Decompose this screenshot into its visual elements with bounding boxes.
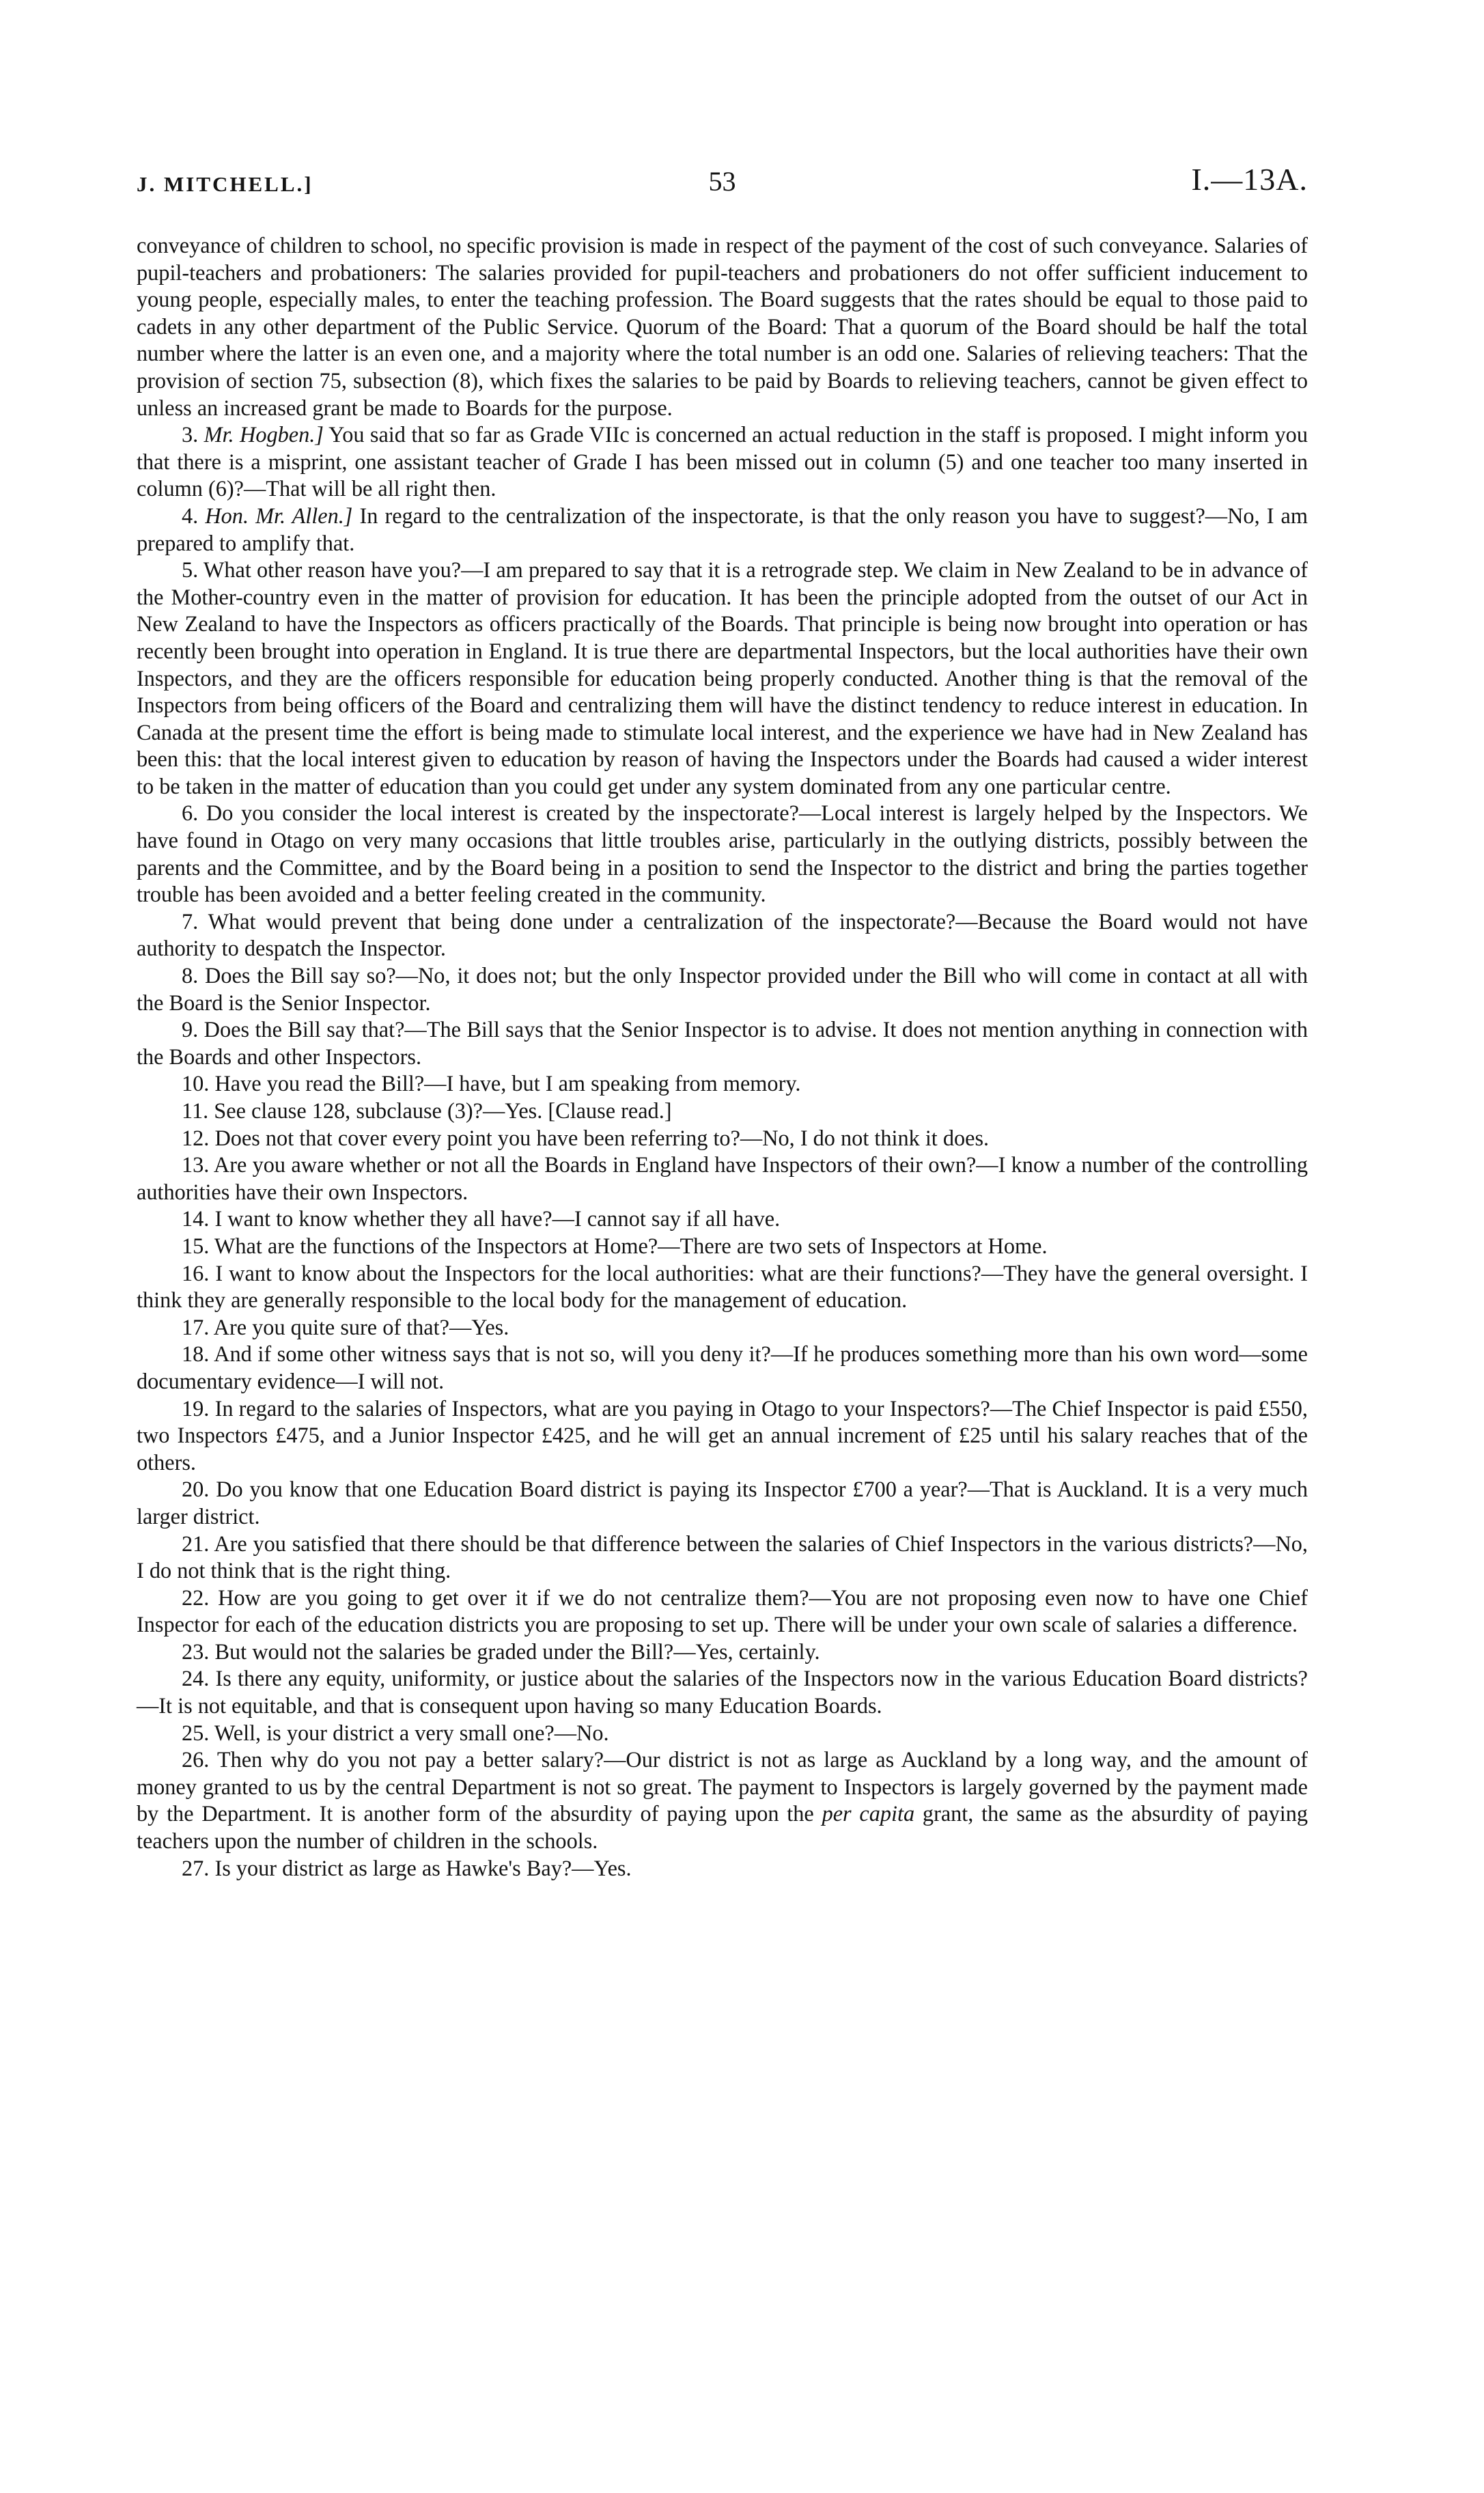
question-16	[137, 1260, 1308, 1314]
question-number: 12.	[182, 1125, 210, 1150]
question-17	[137, 1314, 1308, 1341]
question-number: 6.	[182, 800, 199, 826]
question-27	[137, 1855, 1308, 1882]
question-number: 10.	[182, 1071, 210, 1096]
question-number: 17.	[182, 1314, 210, 1339]
question-number: 22.	[182, 1585, 210, 1610]
question-number: 11.	[182, 1098, 209, 1123]
question-20	[137, 1476, 1308, 1530]
question-text: In regard to the centralization of the inspectorate, is that the only reason you have to suggest?—No, I am prepared to amplify that.	[137, 503, 1308, 555]
question-text: I want to know about the Inspectors for the local authorities: what are their functions?—They have the general oversight. I think they are generally responsible to the local body for the management of education.	[137, 1260, 1308, 1313]
question-number: 21.	[182, 1531, 210, 1556]
question-4	[137, 503, 1308, 557]
question-14	[137, 1206, 1308, 1233]
question-text: How are you going to get over it if we do not centralize them?—You are not proposing even now to have one Chief Inspector for each of the education districts you are proposing to set up. There will be under your own scale of salaries a difference.	[137, 1585, 1308, 1637]
question-number: 18.	[182, 1341, 210, 1367]
question-23	[137, 1639, 1308, 1666]
question-18	[137, 1341, 1308, 1395]
question-19	[137, 1395, 1308, 1477]
question-8	[137, 962, 1308, 1016]
question-number: 19.	[182, 1395, 210, 1421]
question-number: 25.	[182, 1720, 210, 1745]
question-number: 23.	[182, 1639, 210, 1664]
question-text: Are you aware whether or not all the Boards in England have Inspectors of their own?—I know a number of the controlling authorities have their own Inspectors.	[137, 1152, 1308, 1204]
question-text: In regard to the salaries of Inspectors, what are you paying in Otago to your Inspectors?—The Chief Inspector is paid £550, two Inspectors £475, and a Junior Inspector £425, and he will get an annual increment of £25 until his salary reaches that of the others.	[137, 1395, 1308, 1475]
question-number: 16.	[182, 1260, 210, 1285]
paper-reference: I.—13A.	[1191, 162, 1308, 197]
question-text: And if some other witness says that is not so, will you deny it?—If he produces something more than his own word—some documentary evidence—I will not.	[137, 1341, 1308, 1393]
question-text: Then why do you not pay a better salary?—Our district is not as large as Auckland by a long way, and the amount of money granted to us by the central Department is not so great. The payment to Inspectors is largely governed by the payment made by the Department. It is another form of the absurdity of paying upon the	[137, 1747, 1308, 1826]
question-text: Does the Bill say that?—The Bill says that the Senior Inspector is to advise. It does not mention anything in connection with the Boards and other Inspectors.	[137, 1017, 1308, 1069]
question-12	[137, 1125, 1308, 1152]
question-25	[137, 1720, 1308, 1747]
speaker-name: Hon. Mr. Allen.]	[205, 503, 353, 528]
question-text: Do you know that one Education Board district is paying its Inspector £700 a year?—That is Auckland. It is a very much larger district.	[137, 1477, 1308, 1529]
question-text: You said that so far as Grade VIIc is concerned an actual reduction in the staff is proposed. I might inform you that there is a misprint, one assistant teacher of Grade I has been missed out in column (5) and one teacher too many inserted in column (6)?—That will be all right then.	[137, 422, 1308, 501]
question-text: Is there any equity, uniformity, or justice about the salaries of the Inspectors now in the various Education Board districts?—It is not equitable, and that is consequent upon having so many Education Boards.	[137, 1666, 1308, 1718]
question-number: 8.	[182, 963, 199, 988]
question-22	[137, 1585, 1308, 1639]
question-number: 24.	[182, 1666, 210, 1691]
witness-name-header: J. MITCHELL.]	[137, 172, 313, 196]
page-number: 53	[708, 166, 736, 197]
question-number: 15.	[182, 1233, 210, 1258]
page-header	[137, 157, 1308, 205]
question-text-continued: grant, the same as the absurdity of paying teachers upon the number of children in the schools.	[137, 1801, 1308, 1854]
speaker-name: Mr. Hogben.]	[204, 422, 324, 447]
question-text: What would prevent that being done under a centralization of the inspectorate?—Because the Board would not have authority to despatch the Inspector.	[137, 908, 1308, 961]
question-13	[137, 1152, 1308, 1206]
question-number: 4.	[182, 503, 199, 528]
question-number: 7.	[182, 908, 199, 934]
question-6	[137, 800, 1308, 908]
question-5	[137, 557, 1308, 800]
latin-phrase: per capita	[822, 1801, 915, 1826]
question-3	[137, 421, 1308, 503]
question-9	[137, 1016, 1308, 1070]
question-10	[137, 1070, 1308, 1098]
question-text: What are the functions of the Inspectors at Home?—There are two sets of Inspectors at Home.	[214, 1233, 1048, 1258]
question-text: What other reason have you?—I am prepared to say that it is a retrograde step. We claim in New Zealand to be in advance of the Mother-country even in the matter of provision for education. It has been the principle adopted from the outset of our Act in New Zealand to have the Inspectors as officers practically of the Boards. That principle is being now brought into operation or has recently been brought into operation in England. It is true there are departmental Inspectors, but the local authorities have their own Inspectors, and they are the officers responsible for education being properly conducted. Another thing is that the removal of the Inspectors from being officers of the Board and centralizing them will have the distinct tendency to reduce interest in education. In Canada at the present time the effort is being made to stimulate local interest, and the experience we have had in New Zealand has been this: that the local interest given to education by reason of having the Inspectors under the Boards had caused a wider interest to be taken in the matter of education than you could get under any system dominated from any one particular centre.	[137, 557, 1308, 798]
question-text: I want to know whether they all have?—I cannot say if all have.	[214, 1206, 781, 1231]
question-21	[137, 1531, 1308, 1585]
question-26	[137, 1746, 1308, 1854]
question-text: See clause 128, subclause (3)?—Yes. [Clause read.]	[214, 1098, 672, 1123]
question-number: 5.	[182, 557, 199, 583]
paragraph-continuation: conveyance of children to school, no specific provision is made in respect of the payment of the cost of such conveyance. Salaries of pupil-teachers and probationers: The salaries provided for pupil-teachers and probationers do not offer sufficient inducement to young people, especially males, to enter the teaching profession. The Board suggests that the rates should be equal to those paid to cadets in any other department of the Public Service. Quorum of the Board: That a quorum of the Board should be half the total number where the latter is an even one, and a majority where the total number is an odd one. Salaries of relieving teachers: That the provision of section 75, subsection (8), which fixes the salaries to be paid by Boards to relieving teachers, cannot be given effect to unless an increased grant be made to Boards for the purpose.	[137, 233, 1308, 420]
question-text: But would not the salaries be graded under the Bill?—Yes, certainly.	[214, 1639, 820, 1664]
question-number: 20.	[182, 1477, 210, 1502]
document-body	[137, 232, 1308, 1882]
question-text: Do you consider the local interest is created by the inspectorate?—Local interest is largely helped by the Inspectors. We have found in Otago on very many occasions that little troubles arise, particularly in the outlying districts, possibly between the parents and the Committee, and by the Board being in a position to send the Inspector to the district and bring the parties together trouble has been avoided and a better feeling created in the community.	[137, 800, 1308, 907]
question-number: 27.	[182, 1855, 210, 1880]
question-number: 9.	[182, 1017, 199, 1042]
question-number: 26.	[182, 1747, 210, 1772]
question-text: Does the Bill say so?—No, it does not; but the only Inspector provided under the Bill who will come in contact at all with the Board is the Senior Inspector.	[137, 963, 1308, 1015]
question-text: Is your district as large as Hawke's Bay?—Yes.	[214, 1855, 632, 1880]
question-11	[137, 1098, 1308, 1125]
question-text: Are you satisfied that there should be that difference between the salaries of Chief Inspectors in the various districts?—No, I do not think that is the right thing.	[137, 1531, 1308, 1583]
question-text: Have you read the Bill?—I have, but I am speaking from memory.	[214, 1071, 801, 1096]
question-text: Are you quite sure of that?—Yes.	[213, 1314, 509, 1339]
question-number: 14.	[182, 1206, 210, 1231]
question-text: Well, is your district a very small one?—No.	[214, 1720, 609, 1745]
document-page	[137, 157, 1308, 1882]
question-24	[137, 1665, 1308, 1719]
question-number: 3.	[182, 422, 199, 447]
question-15	[137, 1233, 1308, 1260]
question-number: 13.	[182, 1152, 210, 1178]
question-7	[137, 908, 1308, 962]
question-text: Does not that cover every point you have been referring to?—No, I do not think it does.	[214, 1125, 990, 1150]
